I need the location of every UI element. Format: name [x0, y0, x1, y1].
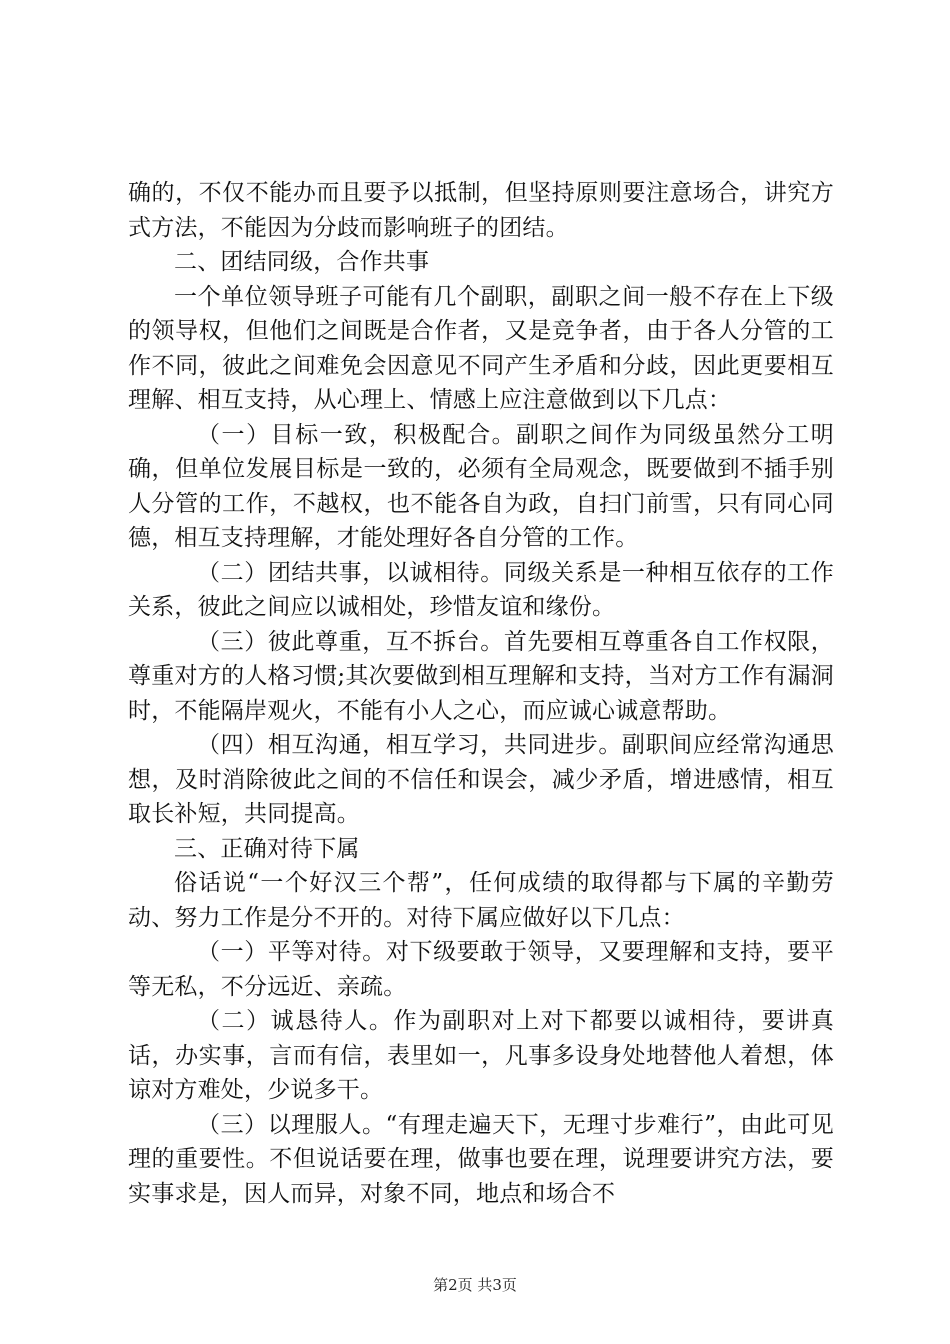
page-footer: 第2页 共3页	[433, 1276, 517, 1294]
list-item: （四）相互沟通，相互学习，共同进步。副职间应经常沟通思想，及时消除彼此之间的不信任和误会，减少矛盾，增进感情，相互取长补短，共同提高。	[128, 732, 834, 827]
list-item: （二）诚恳待人。作为副职对上对下都要以诚相待，要讲真话，办实事，言而有信，表里如一，凡事多设身处地替他人着想，体谅对方难处，少说多干。	[128, 1008, 834, 1103]
list-item: （二）团结共事，以诚相待。同级关系是一种相互依存的工作关系，彼此之间应以诚相处，珍惜友谊和缘份。	[128, 559, 834, 620]
section-heading: 三、正确对待下属	[174, 835, 360, 862]
list-item: （一）平等对待。对下级要敢于领导，又要理解和支持，要平等无私，不分远近、亲疏。	[128, 939, 834, 1000]
paragraph: 确的，不仅不能办而且要予以抵制，但坚持原则要注意场合，讲究方式方法，不能因为分歧而影响班子的团结。	[128, 180, 834, 241]
paragraph: 一个单位领导班子可能有几个副职，副职之间一般不存在上下级的领导权，但他们之间既是合作者，又是竞争者，由于各人分管的工作不同，彼此之间难免会因意见不同产生矛盾和分歧，因此更要相互理解、相互支持，从心理上、情感上应注意做到以下几点：	[128, 283, 834, 413]
section-heading: 二、团结同级，合作共事	[174, 249, 430, 275]
paragraph: 俗话说“一个好汉三个帮”，任何成绩的取得都与下属的辛勤劳动、努力工作是分不开的。对待下属应做好以下几点：	[128, 870, 834, 931]
list-item: （三）以理服人。“有理走遍天下，无理寸步难行”，由此可见理的重要性。不但说话要在理，做事也要在理，说理要讲究方法，要实事求是，因人而异，对象不同，地点和场合不	[128, 1111, 834, 1207]
list-item: （一）目标一致，积极配合。副职之间作为同级虽然分工明确，但单位发展目标是一致的，必须有全局观念，既要做到不插手别人分管的工作，不越权，也不能各自为政，自扫门前雪，只有同心同德，相互支持理解，才能处理好各自分管的工作。	[128, 421, 834, 551]
list-item: （三）彼此尊重，互不拆台。首先要相互尊重各自工作权限，尊重对方的人格习惯;其次要做到相互理解和支持，当对方工作有漏洞时，不能隔岸观火，不能有小人之心，而应诚心诚意帮助。	[128, 628, 834, 724]
document-body	[128, 176, 834, 1211]
